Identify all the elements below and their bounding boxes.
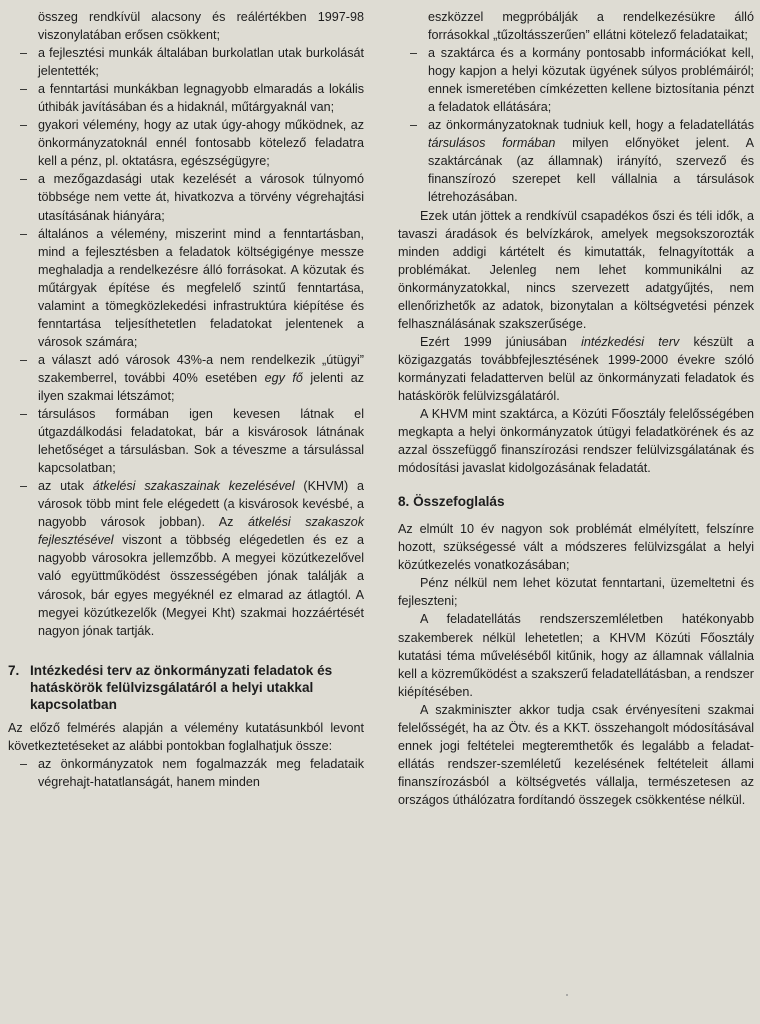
paragraph: Pénz nélkül nem lehet közutat fenntartani, üzemeltetni és fejleszteni; (398, 576, 754, 609)
paragraph: Az előző felmérés alapján a vélemény kutatásunkból levont következtetéseket az alábbi pontokban foglalhatjuk össze: (8, 720, 364, 753)
text-run: készült a közigazgatás továbbfejlesztésének 1999-2000 évekre szóló kormányzati feladatterven belül az önkormányzati feladatok és hatáskörök felülvizsgálatáról. (398, 334, 754, 403)
text-run: jelenti az ilyen szakmai létszámot; (38, 370, 364, 403)
paragraph: A feladatellátás rendszerszemléletben hatékonyabb szakemberek nélkül lehetetlen; a KHVM Közúti Főosztály kutatási téma műveléséből kitűnik, hogy az államnak vállalnia kell a közreműködést a szakszerű feladatellátásban, a rendszer kiépítésében. (398, 612, 754, 699)
text-run: milyen előnyöket jelent. A szaktárcának (az államnak) irányító, szervező és finanszírozó szerepet kell vállalnia a társulások létrehozásában. (428, 136, 754, 205)
emphasis-text: átkelési szakaszok fejlesztésével (38, 515, 364, 548)
right-column (398, 8, 754, 809)
list-item: – a fenntartási munkákban legnagyobb elmaradás a lokális úthibák javításában és a hidaknál, műtárgyaknál van; (8, 80, 364, 116)
paragraph (398, 333, 754, 405)
list-item: – általános a vélemény, miszerint mind a fenntartásban, mind a fejlesztésben a feladatok költségigénye messze meghaladja a rendelkezésre álló forrásokat. A közutak és műtárgyak építése és megfelelő szintű fenntartása, valamint a tömegközlekedési infrastruktúra kiépítése és fenntartása teljesíthetetlen feladatokat jelentenek a városok számára; (8, 225, 364, 351)
list-item (8, 477, 364, 639)
section-title: Intézkedési terv az önkormányzati feladatok és hatáskörök felülvizsgálatáról a helyi utakkal kapcsolatban (30, 662, 333, 712)
page-speck (566, 994, 568, 996)
text-run: az önkormányzatoknak tudniuk kell, hogy a feladatellátás (428, 118, 754, 133)
list-item (398, 116, 754, 206)
emphasis-text: egy fő (264, 370, 303, 385)
paragraph: Ezek után jöttek a rendkívül csapadékos őszi és téli idők, a tavaszi áradások és belvízkárok, amelyek megsokszorozták minden addigi kártételt és kimutatták, felnagyították a problémákat. Jelenleg nem lehet kommunikálni az önkormányzatokkal, nincs szervezett adatgyűjtés, nem ellenőrizhetők az adatok, bizonytalan a költségvetési pénzek felhasználásának szakszerűsége. (398, 208, 754, 331)
paragraph: Az elmúlt 10 év nagyon sok problémát elmélyített, felszínre hozott, szükségessé vált a módszeres felülvizsgálat a helyi közútkezelés vonatkozásában; (398, 522, 754, 573)
list-item-continuation: összeg rendkívül alacsony és reálértékben 1997-98 viszonylatában erősen csökkent; (38, 10, 364, 43)
list-item: – a szaktárca és a kormány pontosabb információkat kell, hogy kapjon a helyi közutak ügyének súlyos problémáiról; ennek ismeretében címkézetten kellene biztosítania pénzt a feladatok ellátására; (398, 44, 754, 116)
text-run: az utak (38, 479, 93, 494)
section-heading: 8. Összefoglalás (398, 494, 505, 510)
list-item: – gyakori vélemény, hogy az utak úgy-ahogy működnek, az önkormányzatoknál ennél fontosabb kötelező feladatra kell a pénz, pl. oktatásra, egészségügyre; (8, 116, 364, 170)
list-item: – a fejlesztési munkák általában burkolatlan utak burkolását jelentették; (8, 44, 364, 80)
list-item: – társulásos formában igen kevesen látnak el útgazdálkodási feladatokat, bár a kisvárosok látnának lehetőséget a társulásban. Sok a téveszme a társulással kapcsolatban; (8, 405, 364, 477)
section-number: 7. (8, 662, 20, 678)
emphasis-text: társulásos formában (428, 136, 556, 151)
paragraph: A KHVM mint szaktárca, a Közúti Főosztály felelősségében megkapta a helyi önkormányzatok útügyi feladatkörének és az azzal összefüggő finanszírozási rendszer felülvizsgálatának és módosítási javaslat kidolgozásának feladatát. (398, 407, 754, 476)
emphasis-text: átkelési szakaszainak kezelésével (92, 479, 295, 494)
list-item-continuation: eszközzel megpróbálják a rendelkezésükre álló forrásokkal „tűzoltásszerűen” ellátni kötelező feladataikat; (428, 10, 754, 43)
text-run: a választ adó városok 43%-a nem rendelkezik „útügyi” szakemberrel, további 40% esetében (38, 352, 364, 385)
paragraph: A szakminiszter akkor tudja csak érvényesíteni szakmai felelősségét, ha az Ötv. és a KKT. összehangolt módosításával ennek jogi feltételei megteremthetők és legalább a feladat-ellátás rendszer-szemléletű kezelésének feltételeit állami finanszírozásból a költségvetés vállalja, természetesen az országos úthálózatra fordítandó összegek csökkentése nélkül. (398, 702, 754, 807)
text-run: viszont a többség elégedetlen és ez a nagyobb városokra jellemzőbb. A megyei közútkezelővel való együttműködést összességében jónak találják a városok, bár egyes megyéknél ez elmarad az átlagtól. A megyei közútkezelők (Megyei Kht) szakmai hozzáértését nagyon jónak tartják. (38, 533, 364, 638)
text-run: (KHVM) a városok több mint fele elégedett (a kisvárosok kevésbé, a nagyobb városok jobban). Az (38, 479, 365, 530)
list-item (8, 351, 364, 405)
list-item: – a mezőgazdasági utak kezelését a városok túlnyomó többsége nem vette át, hivatkozva a törvény végrehajtási utasításának hiányára; (8, 170, 364, 224)
section-heading (8, 662, 364, 713)
text-run: Ezért 1999 júniusában (420, 334, 582, 349)
list-item: – az önkormányzatok nem fogalmazzák meg feladataik végrehajt-hatatlanságát, hanem minden (8, 755, 364, 791)
emphasis-text: intézkedési terv (581, 334, 680, 349)
left-column (8, 8, 364, 791)
